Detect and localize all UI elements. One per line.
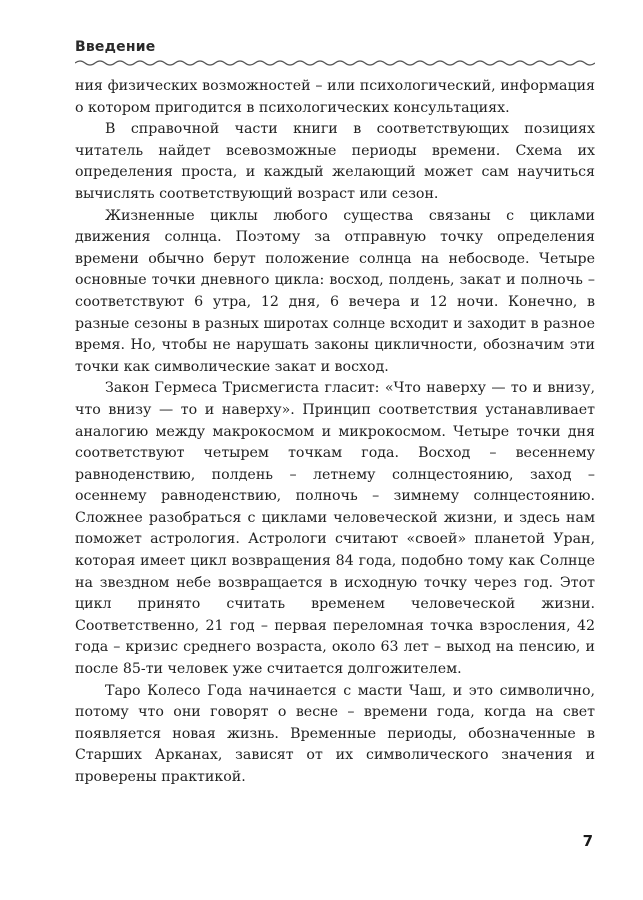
- wavy-divider-line: [75, 61, 595, 65]
- wavy-divider: [75, 59, 595, 67]
- paragraph-2: В справочной части книги в соответствующих позициях читатель найдет всевозможные периоды времени. Схема их определения проста, и каждый желающий может сам научиться вычислять соответствующий возраст или сезон.: [75, 121, 595, 202]
- body-text: [75, 76, 595, 789]
- running-title: Введение: [75, 39, 156, 55]
- page-header: [75, 38, 595, 67]
- page-number: 7: [582, 832, 593, 850]
- paragraph-5: Таро Колесо Года начинается с масти Чаш, и это символично, потому что они говорят о весне – времени года, когда на свет появляется новая жизнь. Временные периоды, обозначенные в Старших Арканах, зависят от их символического значения и проверены практикой.: [75, 682, 595, 785]
- paragraph-3: Жизненные циклы любого существа связаны с циклами движения солнца. Поэтому за отправную точку определения времени обычно берут положение солнца на небосводе. Четыре основные точки дневного цикла: восход, полдень, закат и полночь – соответствуют 6 утра, 12 дня, 6 вечера и 12 ночи. Конечно, в разные сезоны в разных широтах солнце всходит и заходит в разное время. Но, чтобы не нарушать законы цикличности, обозначим эти точки как символические закат и восход.: [75, 207, 595, 375]
- paragraph-4: Закон Гермеса Трисмегиста гласит: «Что наверху — то и внизу, что внизу — то и наверху». Принцип соответствия устанавливает аналогию между макрокосмом и микрокосмом. Четыре точки дня соответствуют четырем точкам года. Восход – весеннему равноденствию, полдень – летнему солнцестоянию, заход – осеннему равноденствию, полночь – зимнему солнцестоянию. Сложнее разобраться с циклами человеческой жизни, и здесь нам поможет астрология. Астрологи считают «своей» планетой Уран, которая имеет цикл возвращения 84 года, подобно тому как Солнце на звездном небе возвращается в исходную точку через год. Этот цикл принято считать временем человеческой жизни. Соответственно, 21 год – первая переломная точка взросления, 42 года – кризис среднего возраста, около 63 лет – выход на пенсию, и после 85-ти человек уже считается долгожителем.: [75, 380, 595, 678]
- paragraph-1: ния физических возможностей – или психологический, информация о котором пригодится в психологических консультациях.: [75, 78, 595, 116]
